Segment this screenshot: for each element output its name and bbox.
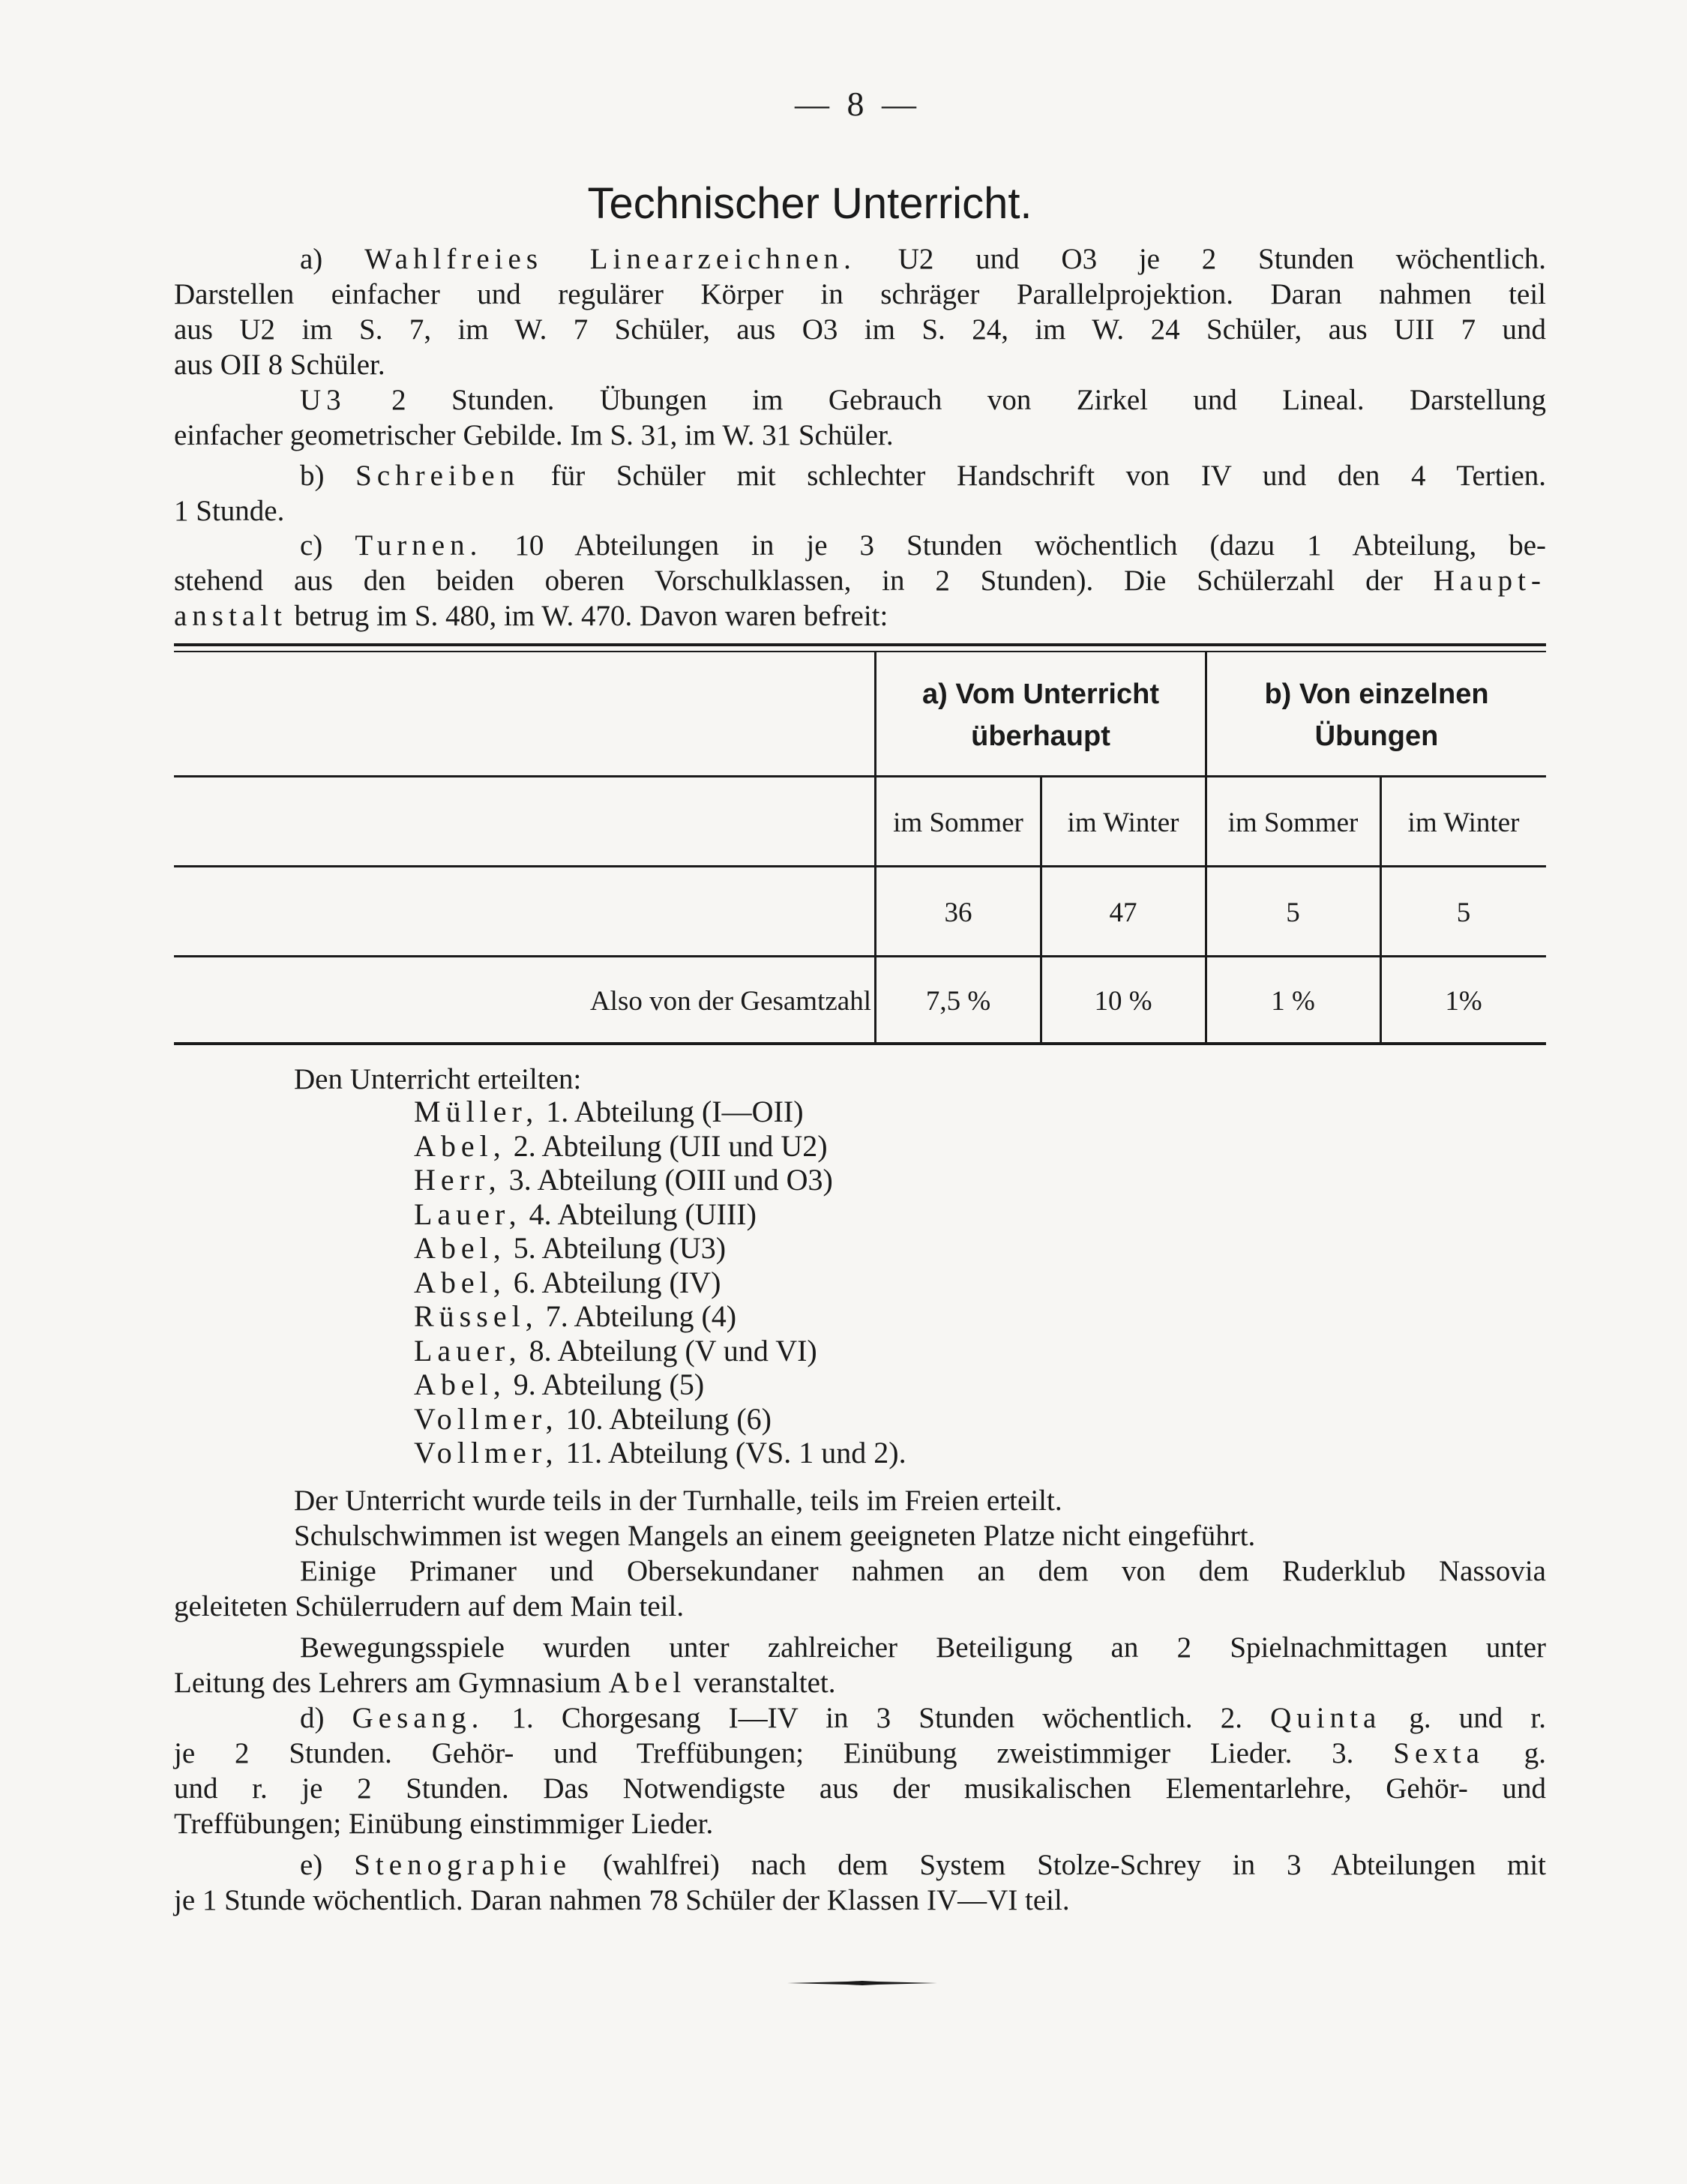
section-a-line4: aus OII 8 Schüler. [174,349,385,381]
table-count-3: 5 [1286,897,1300,928]
table-total-label: Also von der Gesamtzahl [589,986,871,1017]
section-d-l2a: je 2 Stunden. Gehör- und Treffübungen; Einübung zweistimmiger Lieder. 3. [174,1737,1354,1769]
section-d-l1a: 1. Chorgesang I—IV in 3 Stunden wöchentlich. 2. [511,1702,1242,1734]
section-d-l3: und r. je 2 Stunden. Das Notwendigste aus der musikalischen Elementarlehre, Gehör- und [174,1772,1546,1805]
teacher-name: Rüssel, [414,1299,538,1333]
teachers-list [414,1095,906,1470]
teacher-assignment: 7. Abteilung (4) [545,1299,737,1333]
section-a-line3: aus U2 im S. 7, im W. 7 Schüler, aus O3 im S. 24, im W. 24 Schüler, aus UII 7 und [174,313,1546,346]
page-number: — 8 — [795,85,921,123]
table-subheader-2: im Winter [1067,807,1179,838]
section-a-label: a) [300,243,323,275]
table-percent-4: 1% [1445,986,1482,1017]
teacher-name: Vollmer, [414,1436,559,1469]
table-count-2: 47 [1109,897,1137,928]
teacher-name: Vollmer, [414,1401,559,1436]
teacher-assignment: 2. Abteilung (UII und U2) [513,1128,828,1163]
section-a-line2: Darstellen einfacher und regulärer Körper in schräger Parallelprojektion. Daran nahmen teil [174,278,1546,310]
section-e-l1: (wahlfrei) nach dem System Stolze-Schrey in 3 Abteilungen mit [602,1849,1547,1881]
teacher-row [414,1129,906,1164]
section-d-l2b: g. [1524,1737,1547,1769]
para-spiele-name: Abel [608,1667,687,1699]
table-header-group-a [876,673,1206,757]
teacher-row [414,1163,906,1197]
teacher-name: Abel, [414,1265,506,1299]
exemption-table [174,643,1546,1048]
section-b-label: b) [300,460,325,492]
para-rudern-2: geleiteten Schülerrudern auf dem Main teil. [174,1590,685,1622]
teacher-row [414,1402,906,1437]
section-c-line1: 10 Abteilungen in je 3 Stunden wöchentlich (dazu 1 Abteilung, be- [514,529,1547,562]
teacher-name: Abel, [414,1128,506,1163]
table-count-1: 36 [944,897,972,928]
teacher-row [414,1231,906,1266]
section-b [174,458,1546,529]
teacher-row [414,1368,906,1402]
table-header-a-line1: a) Vom Unterricht [921,679,1159,710]
teacher-assignment: 11. Abteilung (VS. 1 und 2). [565,1436,906,1469]
teachers-intro: Den Unterricht erteilten: [294,1063,582,1095]
teacher-name: Lauer, [414,1333,522,1368]
table-rule-top-thin [174,651,1546,652]
section-e-label: e) [300,1849,323,1881]
teacher-name: Lauer, [414,1197,522,1231]
section-d-l1b: g. und r. [1409,1702,1547,1734]
section-c-anstalt: anstalt [174,600,287,632]
para-rudern-1: Einige Primaner und Obersekundaner nahmen an dem von dem Ruderklub Nassovia [300,1555,1546,1587]
para-spiele-1: Bewegungsspiele wurden unter zahlreicher Beteiligung an 2 Spielnachmittagen unter [300,1631,1546,1664]
table-header-b-line1: b) Von einzelnen [1264,679,1489,710]
teacher-assignment: 8. Abteilung (V und VI) [529,1333,817,1368]
teacher-name: Herr, [414,1163,502,1197]
teacher-row [414,1334,906,1368]
section-b-line2: 1 Stunde. [174,495,285,527]
section-b-name: Schreiben [355,460,520,492]
table-header-group-b [1207,673,1546,757]
teacher-row [414,1095,906,1129]
teacher-name: Müller, [414,1095,539,1128]
teacher-assignment: 3. Abteilung (OIII und O3) [508,1163,833,1197]
end-ornament-rule [787,1981,937,1985]
table-rule-top [174,643,1546,646]
table-count-4: 5 [1456,897,1471,928]
table-rule-counts [174,955,1546,957]
para-spiele-2a: Leitung des Lehrers am Gymnasium [174,1667,601,1699]
table-percent-1: 7,5 % [925,986,991,1017]
section-a-u3-label: U3 [300,384,346,416]
table-rule-bottom [174,1042,1546,1045]
teacher-assignment: 9. Abteilung (5) [513,1368,705,1401]
para-schwimmen: Schulschwimmen ist wegen Mangels an einem geeigneten Platze nicht eingeführt. [294,1520,1256,1552]
section-d-name: Gesang. [352,1702,484,1734]
table-header-b-line2: Übungen [1314,721,1439,752]
table-subheader-3: im Sommer [1227,807,1359,838]
table-percent-2: 10 % [1094,986,1152,1017]
teacher-name: Abel, [414,1368,506,1401]
section-a-u3-line2: einfacher geometrischer Gebilde. Im S. 31, im W. 31 Schüler. [174,419,894,451]
table-rule-subheader [174,865,1546,867]
teacher-row [414,1436,906,1470]
teacher-assignment: 4. Abteilung (UIII) [529,1197,757,1231]
teacher-name: Abel, [414,1231,506,1265]
para-turnhalle: Der Unterricht wurde teils in der Turnhalle, teils im Freien erteilt. [294,1484,1062,1517]
teacher-assignment: 6. Abteilung (IV) [513,1265,721,1299]
section-c [174,528,1546,634]
section-e-l2: je 1 Stunde wöchentlich. Daran nahmen 78 Schüler der Klassen IV—VI teil. [174,1884,1070,1916]
section-c-line2: stehend aus den beiden oberen Vorschulklassen, in 2 Stunden). Die Schülerzahl der [174,565,1403,597]
section-c-line3: betrug im S. 480, im W. 470. Davon waren befreit: [294,600,888,632]
closing-paragraphs [174,1483,1546,1918]
section-c-haupt: Haupt- [1433,565,1547,597]
table-percent-3: 1 % [1271,986,1315,1017]
section-b-line1: für Schüler mit schlechter Handschrift von IV und den 4 Tertien. [550,460,1547,492]
section-c-name: Turnen. [355,529,483,562]
section-c-label: c) [300,529,323,562]
section-d-l4: Treffübungen; Einübung einstimmiger Lieder. [174,1808,714,1840]
section-a-u3-line1: 2 Stunden. Übungen im Gebrauch von Zirkel und Lineal. Darstellung [391,384,1546,416]
section-a-name: Wahlfreies Linearzeichnen. [364,243,856,275]
teacher-row [414,1197,906,1232]
teacher-row [414,1266,906,1300]
teacher-assignment: 5. Abteilung (U3) [513,1231,727,1265]
section-a-line1: U2 und O3 je 2 Stunden wöchentlich. [897,243,1547,275]
teacher-row [414,1299,906,1334]
table-rule-header [174,775,1546,777]
page-title: Technischer Unterricht. [587,179,1032,228]
section-d-quinta: Quinta [1270,1702,1382,1734]
para-spiele-2b: veranstaltet. [694,1667,836,1699]
teacher-assignment: 1. Abteilung (I—OII) [546,1095,804,1128]
section-d-label: d) [300,1702,325,1734]
table-header-a-line2: überhaupt [971,721,1110,752]
teacher-assignment: 10. Abteilung (6) [565,1401,772,1436]
section-e-name: Stenographie [354,1849,572,1881]
table-subheader-4: im Winter [1407,807,1520,838]
table-subheader-1: im Sommer [893,807,1023,838]
section-a [174,241,1546,453]
section-d-sexta: Sexta [1393,1737,1485,1769]
